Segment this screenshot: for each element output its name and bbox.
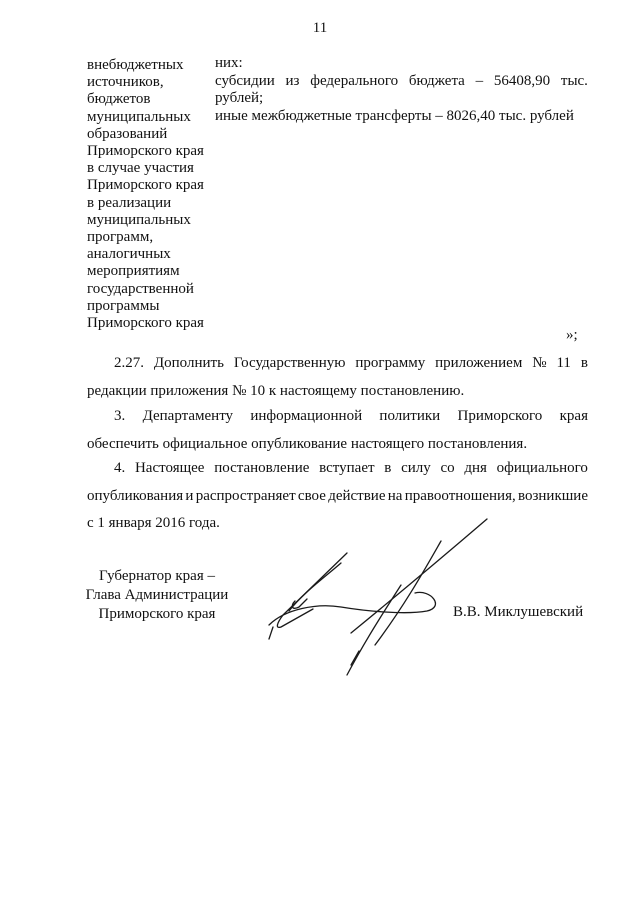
word: и xyxy=(185,487,194,504)
word: распространяет xyxy=(195,487,296,504)
closing-quote: »; xyxy=(566,327,578,343)
left-column-line: источников, xyxy=(87,74,164,91)
word: в xyxy=(580,355,588,371)
word: 3. xyxy=(114,408,126,424)
left-column-line: аналогичных xyxy=(87,246,171,263)
signer-name: В.В. Миклушевский xyxy=(453,604,584,620)
left-column-line: внебюджетных xyxy=(87,57,184,73)
left-column-line: Приморского края xyxy=(87,143,204,160)
word: Государственную xyxy=(233,355,346,371)
subsidy-line xyxy=(215,73,588,91)
governor-title-line: Губернатор края – xyxy=(99,568,215,584)
paragraph-line xyxy=(87,403,588,431)
left-column-line: муниципальных xyxy=(87,108,191,125)
word: опубликования xyxy=(87,487,184,504)
word: возникшие xyxy=(518,487,588,504)
left-column-line: в реализации xyxy=(87,194,172,211)
paragraph-line xyxy=(87,350,588,378)
right-column-line: них: xyxy=(215,55,243,71)
left-column-line: бюджетов xyxy=(87,91,151,108)
word: 56408,90 xyxy=(493,72,551,89)
word: из xyxy=(285,72,300,89)
paragraph-line: обеспечить официальное опубликование настоящего постановления. xyxy=(87,435,528,452)
word: Настоящее xyxy=(134,460,205,476)
word: Приморского xyxy=(457,408,543,424)
word: силу xyxy=(401,460,431,476)
word: федерального xyxy=(310,72,399,89)
word: 11 xyxy=(556,355,571,371)
word: приложением xyxy=(435,355,523,371)
left-column-line: муниципальных xyxy=(87,211,191,228)
word: действие xyxy=(328,487,386,504)
left-column-line: образований xyxy=(87,125,168,142)
word: свое xyxy=(297,487,326,504)
word: 4. xyxy=(114,460,126,476)
paragraph-2-27 xyxy=(87,350,588,405)
word: субсидии xyxy=(215,72,275,89)
paragraph-line: редакции приложения № 10 к настоящему постановлению. xyxy=(87,382,465,399)
word: Департаменту xyxy=(142,408,234,424)
word: края xyxy=(559,408,588,424)
word: в xyxy=(384,460,392,476)
page-number: 11 xyxy=(312,20,328,36)
word: бюджета xyxy=(408,72,465,89)
paragraph-line: с 1 января 2016 года. xyxy=(87,515,220,531)
left-column-line: Приморского края xyxy=(87,177,204,194)
table-left-column xyxy=(87,57,207,332)
word: программу xyxy=(355,355,426,371)
table-right-column xyxy=(215,55,588,125)
word: тыс. xyxy=(560,72,588,89)
governor-title-line: Приморского края xyxy=(98,606,216,622)
left-column-line: программ, xyxy=(87,229,154,246)
word: политики xyxy=(379,408,441,424)
word: со xyxy=(440,460,455,476)
word: – xyxy=(475,72,484,89)
word: правоотношения, xyxy=(404,487,516,504)
paragraph-line xyxy=(87,455,588,483)
word: информационной xyxy=(250,408,363,424)
left-column-line: мероприятиям xyxy=(87,263,180,280)
word: 2.27. xyxy=(114,355,144,371)
word: официального xyxy=(496,460,588,476)
left-column-line: Приморского края xyxy=(87,315,204,332)
word: вступает xyxy=(319,460,375,476)
right-column-line: рублей; xyxy=(215,90,264,107)
governor-title xyxy=(77,567,237,624)
governor-title-line: Глава Администрации xyxy=(85,587,229,603)
left-column-line: программы xyxy=(87,297,160,314)
transfers-line: иные межбюджетные трансферты – 8026,40 тыс. рублей xyxy=(215,107,574,124)
word: Дополнить xyxy=(153,355,224,371)
word: постановление xyxy=(214,460,310,476)
paragraph-line xyxy=(87,483,588,511)
left-column-line: государственной xyxy=(87,280,194,297)
word: на xyxy=(387,487,403,504)
word: дня xyxy=(464,460,487,476)
paragraph-3 xyxy=(87,403,588,458)
word: № xyxy=(532,355,547,371)
left-column-line: в случае участия xyxy=(87,160,194,177)
